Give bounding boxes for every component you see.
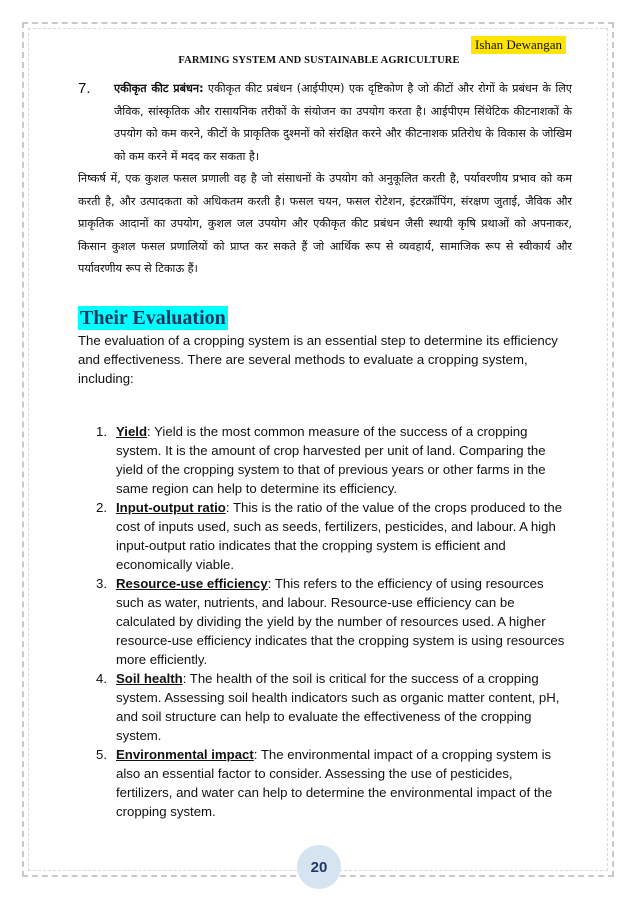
- list-item-body: [116, 498, 570, 574]
- list-item-body: [116, 669, 570, 745]
- list-item-number: 4.: [96, 671, 107, 686]
- hindi-item-term: एकीकृत कीट प्रबंधन:: [114, 82, 204, 95]
- list-item-number: 1.: [96, 424, 107, 439]
- list-item-number: 3.: [96, 576, 107, 591]
- list-item-term: Yield: [116, 424, 148, 439]
- list-item-text: : This is the ratio of the value of the crops produced to the cost of inputs used, such as seeds, fertilizers, pesticides, and labour. A high input-output ratio indicates that the cropping system is efficient and economically viable.: [116, 500, 563, 572]
- list-item-body: [116, 574, 570, 669]
- intro-paragraph: The evaluation of a cropping system is an essential step to determine its efficiency and effectiveness. There are several methods to evaluate a cropping system, including:: [78, 333, 558, 386]
- list-item: [96, 574, 570, 669]
- hindi-conclusion: निष्कर्ष में, एक कुशल फसल प्रणाली वह है जो संसाधनों के उपयोग को अनुकूलित करती है, पर्यावरणीय प्रभाव को कम करती है, और उत्पादकता को अधिकतम करती है। फसल चयन, फसल रोटेशन, इंटरक्रॉपिंग, संरक्षण जुताई, जैविक और प्राकृतिक आदानों का उपयोग, कुशल जल उपयोग और एकीकृत कीट प्रबंधन जैसी स्थायी कृषि प्रथाओं को अपनाकर, किसान कुशल फसल प्रणालियों को प्राप्त कर सकते हैं जो आर्थिक रूप से व्यवहार्य, सामाजिक रूप से स्वीकार्य और पर्यावरणीय रूप से टिकाऊ हैं।: [78, 172, 572, 275]
- list-item-text: : This refers to the efficiency of using resources such as water, nutrients, and labour. Resource-use efficiency can be calculated by dividing the yield by the number of resources used. A higher resource-use efficiency indicates that the cropping system is using resources more efficiently.: [116, 576, 565, 667]
- list-item-text: : The health of the soil is critical for the success of a cropping system. Assessing soil health indicators such as organic matter content, pH, and soil structure can help to evaluate the effectiveness of the cropping system.: [116, 671, 560, 743]
- list-item-text: : Yield is the most common measure of the success of a cropping system. It is the amount of crop harvested per unit of land. Comparing the yield of the cropping system to that of previous years or other farms in the same region can help to determine its efficiency.: [116, 424, 546, 496]
- hindi-section: [78, 78, 572, 281]
- author-name: Ishan Dewangan: [471, 36, 566, 54]
- hindi-list-item-7: [78, 78, 572, 168]
- list-item: [96, 422, 570, 498]
- list-item-term: Environmental impact: [116, 747, 254, 762]
- list-item-body: [116, 422, 570, 498]
- list-item-number: 5.: [96, 747, 107, 762]
- list-item-text: : The environmental impact of a cropping system is also an essential factor to consider. Assessing the use of pesticides, fertilizers, and water can help to determine the environmental impact of the cropping system.: [116, 747, 553, 819]
- section-title: Their Evaluation: [80, 307, 226, 329]
- list-item-number: 2.: [96, 500, 107, 515]
- list-item: [96, 498, 570, 574]
- running-header: FARMING SYSTEM AND SUSTAINABLE AGRICULTURE: [178, 55, 460, 66]
- list-item-term: Soil health: [116, 671, 183, 686]
- list-item: [96, 745, 570, 821]
- evaluation-list: [96, 422, 570, 821]
- list-item: [96, 669, 570, 745]
- hindi-item-text: एकीकृत कीट प्रबंधन (आईपीएम) एक दृष्टिकोण है जो कीटों और रोगों के प्रबंधन के लिए जैविक, सांस्कृतिक और रासायनिक तरीकों के संयोजन का उपयोग करता है। आईपीएम सिंथेटिक कीटनाशकों के उपयोग को कम करने, कीटों के प्राकृतिक दुश्मनों को संरक्षित करने और कीटनाशक प्रतिरोध के विकास के जोखिम को कम करने में मदद कर सकता है।: [114, 82, 572, 163]
- page-number: 20: [297, 845, 341, 889]
- hindi-item-number: 7.: [78, 80, 91, 97]
- list-item-body: [116, 745, 570, 821]
- list-item-term: Resource-use efficiency: [116, 576, 268, 591]
- list-item-term: Input-output ratio: [116, 500, 226, 515]
- hindi-item-body: [114, 78, 572, 168]
